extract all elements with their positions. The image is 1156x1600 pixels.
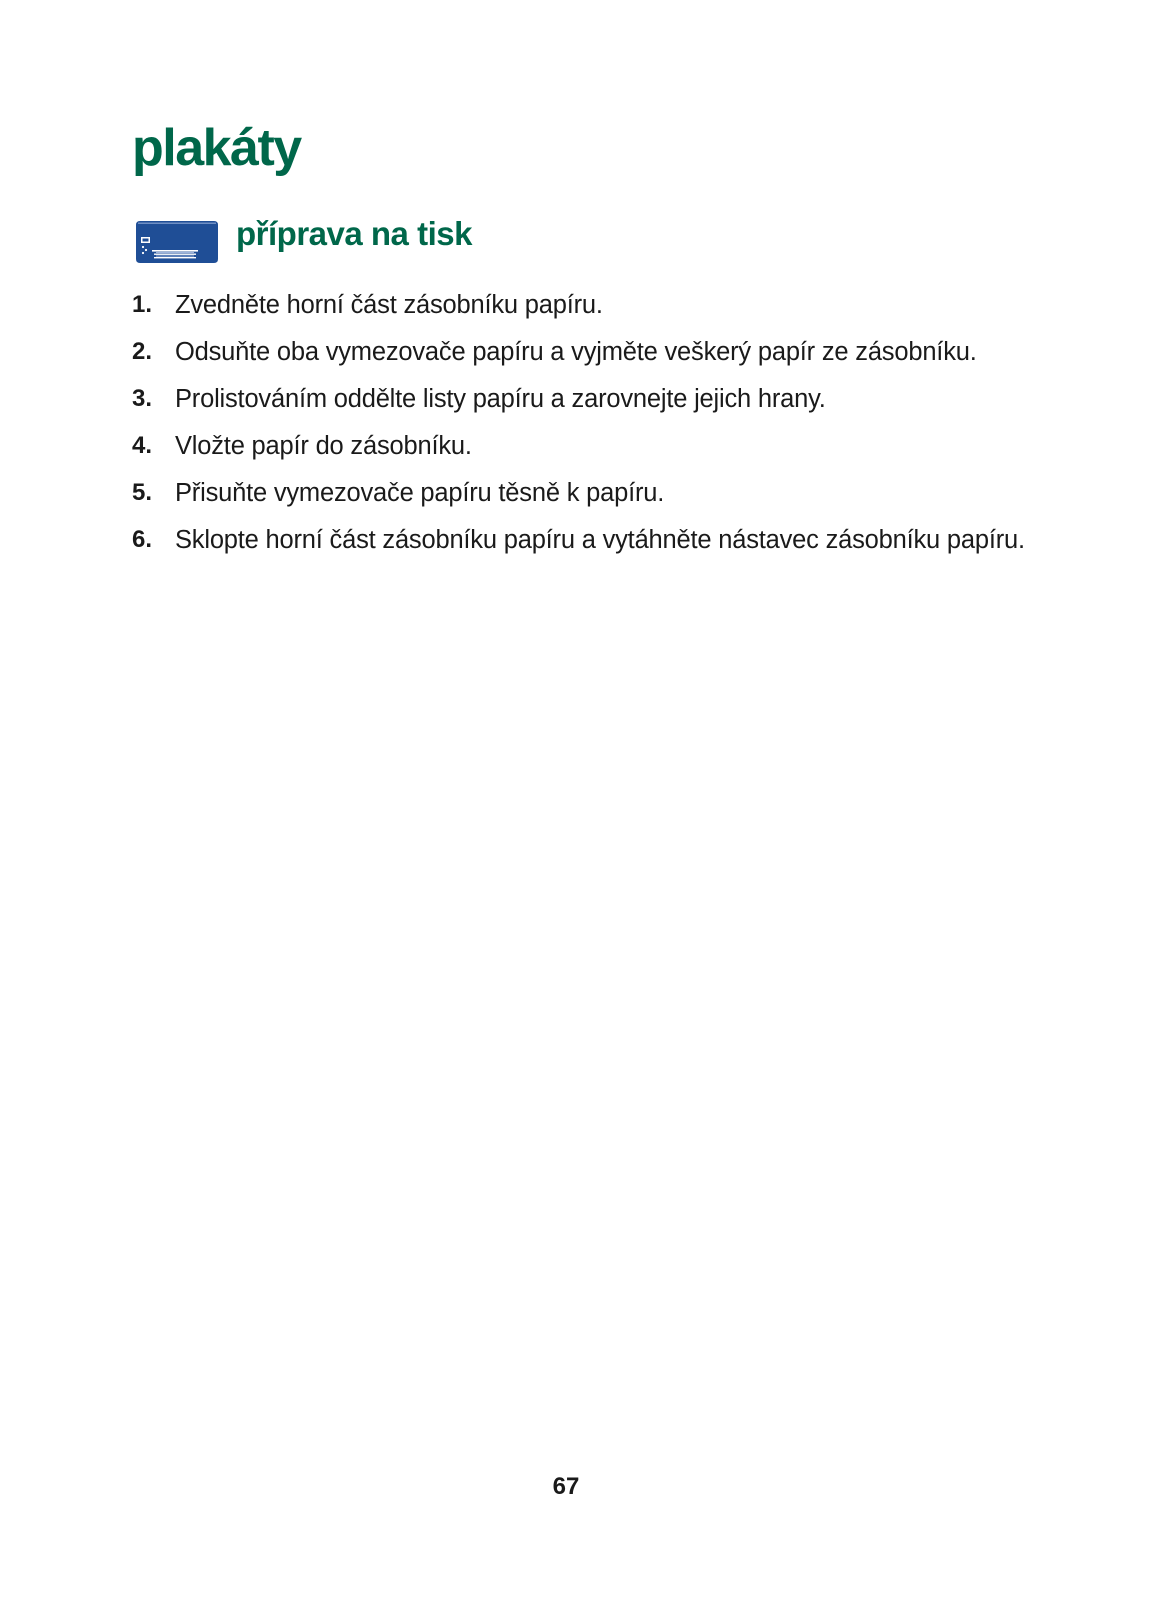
page-number: 67: [552, 1473, 580, 1500]
step-text: Přisuňte vymezovače papíru těsně k papíru.: [175, 479, 665, 507]
step-text: Odsuňte oba vymezovače papíru a vyjměte veškerý papír ze zásobníku.: [175, 338, 977, 366]
step-text: Prolistováním oddělte listy papíru a zarovnejte jejich hrany.: [175, 385, 826, 413]
list-item: [132, 287, 1032, 323]
list-item: [132, 334, 1032, 370]
step-text: Sklopte horní část zásobníku papíru a vytáhněte nástavec zásobníku papíru.: [175, 526, 1025, 554]
section-header: [134, 214, 472, 270]
steps-list: [132, 287, 1032, 569]
list-item: [132, 381, 1032, 417]
step-number: 1.: [132, 291, 153, 318]
list-item: [132, 522, 1032, 558]
printer-icon: [134, 219, 220, 265]
step-text: Zvedněte horní část zásobníku papíru.: [175, 291, 603, 319]
section-title: příprava na tisk: [236, 215, 472, 252]
step-text: Vložte papír do zásobníku.: [175, 432, 472, 460]
step-number: 5.: [132, 479, 153, 506]
step-number: 6.: [132, 526, 153, 553]
list-item: [132, 475, 1032, 511]
list-item: [132, 428, 1032, 464]
step-number: 3.: [132, 385, 153, 412]
step-number: 2.: [132, 338, 153, 365]
step-number: 4.: [132, 432, 153, 459]
page-title: plakáty: [132, 119, 301, 177]
